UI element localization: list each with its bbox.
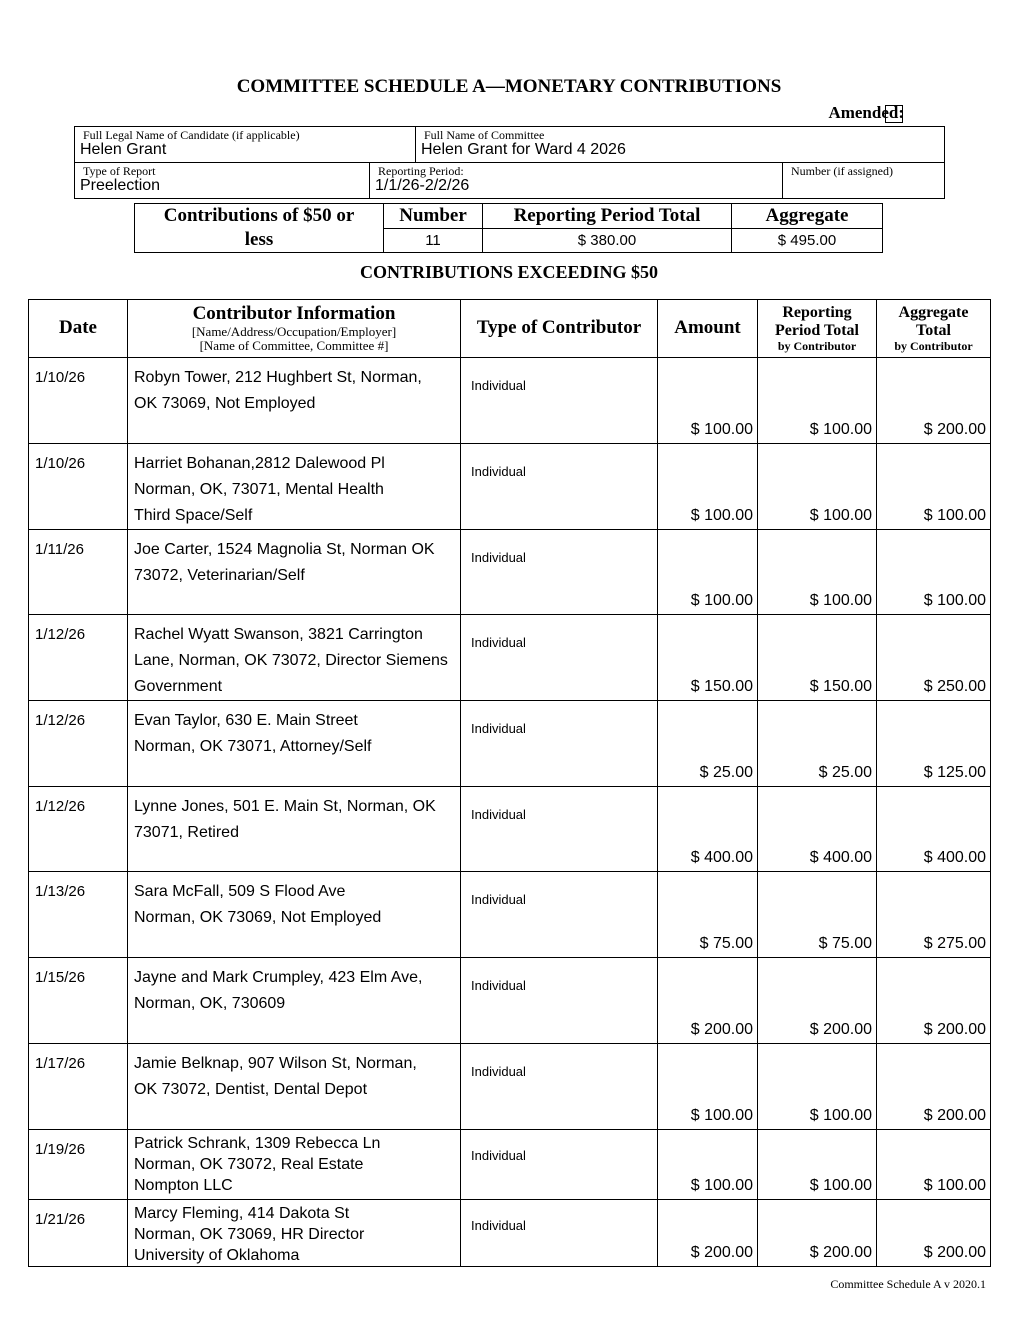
amended-label: Amended: <box>828 103 904 122</box>
contributor-line: OK 73069, Not Employed <box>134 395 316 412</box>
row-amount[interactable]: $ 150.00 <box>658 615 758 701</box>
contributor-line: Government <box>134 678 223 695</box>
report-type-value[interactable]: Preelection <box>80 177 161 194</box>
row-period-total[interactable]: $ 100.00 <box>758 1044 877 1130</box>
row-amount[interactable]: $ 100.00 <box>658 358 758 444</box>
header-period-total <box>758 300 877 358</box>
contributor-line: Norman, OK 73071, Attorney/Self <box>134 738 372 755</box>
row-date[interactable]: 1/11/26 <box>29 530 128 615</box>
h-rpt2: Period Total <box>774 321 859 339</box>
row-date[interactable]: 1/10/26 <box>29 358 128 444</box>
row-contributor[interactable] <box>128 358 461 444</box>
summary-rpt-header: Reporting Period Total <box>483 204 732 229</box>
row-aggregate[interactable]: $ 200.00 <box>877 1044 991 1130</box>
committee-label: Full Name of Committee <box>424 128 545 142</box>
contributor-line: Lane, Norman, OK 73072, Director Siemens <box>134 652 448 669</box>
row-amount[interactable]: $ 100.00 <box>658 530 758 615</box>
row-period-total[interactable]: $ 200.00 <box>758 958 877 1044</box>
contributor-line: Sara McFall, 509 S Flood Ave <box>134 883 346 900</box>
row-contributor[interactable] <box>128 1044 461 1130</box>
row-aggregate[interactable]: $ 250.00 <box>877 615 991 701</box>
contributor-line: Third Space/Self <box>134 507 253 524</box>
row-type[interactable]: Individual <box>461 1044 658 1130</box>
table-row <box>29 872 991 958</box>
table-row <box>29 444 991 530</box>
row-period-total[interactable]: $ 100.00 <box>758 444 877 530</box>
header-type: Type of Contributor <box>461 300 658 358</box>
contributor-line: Norman, OK 73069, Not Employed <box>134 909 382 926</box>
row-type[interactable]: Individual <box>461 787 658 872</box>
number-field[interactable] <box>782 162 945 199</box>
row-contributor[interactable] <box>128 444 461 530</box>
small-contributions-summary <box>134 203 883 253</box>
report-type-label: Type of Report <box>83 164 156 178</box>
row-period-total[interactable]: $ 100.00 <box>758 1130 877 1200</box>
section-title: CONTRIBUTIONS EXCEEDING $50 <box>359 262 659 282</box>
contributor-line: Norman, OK 73069, HR Director <box>134 1226 365 1243</box>
row-period-total[interactable]: $ 200.00 <box>758 1200 877 1267</box>
h-rpt1: Reporting <box>782 304 852 322</box>
contributor-line: Lynne Jones, 501 E. Main St, Norman, OK <box>134 798 436 815</box>
contributor-line: Norman, OK, 730609 <box>134 995 286 1012</box>
table-row <box>29 530 991 615</box>
row-amount[interactable]: $ 400.00 <box>658 787 758 872</box>
row-type[interactable]: Individual <box>461 872 658 958</box>
row-type[interactable]: Individual <box>461 444 658 530</box>
row-type[interactable]: Individual <box>461 358 658 444</box>
contributor-line: 73071, Retired <box>134 824 239 841</box>
contributor-line: Patrick Schrank, 1309 Rebecca Ln <box>134 1135 381 1152</box>
candidate-label: Full Legal Name of Candidate (if applicable) <box>83 128 300 142</box>
contributor-line: 73072, Veterinarian/Self <box>134 567 305 584</box>
contributor-line: Jayne and Mark Crumpley, 423 Elm Ave, <box>134 969 423 986</box>
row-date[interactable]: 1/13/26 <box>29 872 128 958</box>
page-title: COMMITTEE SCHEDULE A—MONETARY CONTRIBUTIONS <box>236 76 782 97</box>
h-agg2: Total <box>916 321 951 339</box>
row-amount[interactable]: $ 75.00 <box>658 872 758 958</box>
table-row <box>29 1200 991 1267</box>
row-contributor[interactable] <box>128 530 461 615</box>
row-date[interactable]: 1/17/26 <box>29 1044 128 1130</box>
row-period-total[interactable]: $ 25.00 <box>758 701 877 787</box>
row-type[interactable]: Individual <box>461 530 658 615</box>
row-contributor[interactable] <box>128 615 461 701</box>
row-period-total[interactable]: $ 400.00 <box>758 787 877 872</box>
row-aggregate[interactable]: $ 100.00 <box>877 530 991 615</box>
row-amount[interactable]: $ 200.00 <box>658 958 758 1044</box>
table-row <box>29 787 991 872</box>
summary-number-header: Number <box>384 204 483 229</box>
summary-agg-header: Aggregate <box>732 204 883 229</box>
contributor-line: Rachel Wyatt Swanson, 3821 Carrington <box>134 626 423 643</box>
row-type[interactable]: Individual <box>461 1130 658 1200</box>
table-row <box>29 1130 991 1200</box>
row-contributor[interactable] <box>128 1200 461 1267</box>
row-type[interactable]: Individual <box>461 615 658 701</box>
table-row <box>29 358 991 444</box>
summary-label-1: Contributions of $50 or <box>163 205 355 226</box>
header-info-title: Contributor Information <box>192 302 396 324</box>
contributor-line: Joe Carter, 1524 Magnolia St, Norman OK <box>134 541 435 558</box>
table-row <box>29 958 991 1044</box>
number-label: Number (if assigned) <box>791 164 893 178</box>
candidate-field <box>74 126 416 163</box>
contributor-line: University of Oklahoma <box>134 1247 300 1264</box>
header-info <box>128 300 461 358</box>
contributor-line: Jamie Belknap, 907 Wilson St, Norman, <box>134 1055 417 1072</box>
row-contributor[interactable] <box>128 787 461 872</box>
summary-agg[interactable]: $ 495.00 <box>732 228 883 253</box>
summary-rpt[interactable]: $ 380.00 <box>483 228 732 253</box>
row-period-total[interactable]: $ 100.00 <box>758 530 877 615</box>
table-row <box>29 1044 991 1130</box>
row-date[interactable]: 1/21/26 <box>29 1200 128 1267</box>
table-row <box>29 615 991 701</box>
row-date[interactable]: 1/10/26 <box>29 444 128 530</box>
h-rpt3: by Contributor <box>777 338 857 353</box>
committee-field <box>415 126 945 163</box>
row-amount[interactable]: $ 100.00 <box>658 1044 758 1130</box>
report-type-field <box>74 162 370 199</box>
row-date[interactable]: 1/19/26 <box>29 1130 128 1200</box>
contributor-line: Harriet Bohanan,2812 Dalewood Pl <box>134 455 385 472</box>
row-aggregate[interactable]: $ 400.00 <box>877 787 991 872</box>
header-amount: Amount <box>658 300 758 358</box>
header-aggregate <box>877 300 991 358</box>
header-info-sub2: [Name of Committee, Committee #] <box>199 337 389 353</box>
h-agg1: Aggregate <box>898 304 969 322</box>
amended-checkbox[interactable] <box>885 105 903 123</box>
summary-label-2: less <box>244 229 274 250</box>
row-amount[interactable]: $ 200.00 <box>658 1200 758 1267</box>
row-aggregate[interactable]: $ 100.00 <box>877 444 991 530</box>
row-aggregate[interactable]: $ 125.00 <box>877 701 991 787</box>
row-date[interactable]: 1/15/26 <box>29 958 128 1044</box>
row-period-total[interactable]: $ 75.00 <box>758 872 877 958</box>
committee-value[interactable]: Helen Grant for Ward 4 2026 <box>421 141 626 158</box>
candidate-value[interactable]: Helen Grant <box>80 141 167 158</box>
row-type[interactable]: Individual <box>461 958 658 1044</box>
period-label: Reporting Period: <box>378 164 464 178</box>
row-period-total[interactable]: $ 100.00 <box>758 358 877 444</box>
contributor-line: OK 73072, Dentist, Dental Depot <box>134 1081 368 1098</box>
row-contributor[interactable] <box>128 1130 461 1200</box>
row-date[interactable]: 1/12/26 <box>29 615 128 701</box>
summary-number[interactable]: 11 <box>384 228 483 253</box>
contributor-line: Marcy Fleming, 414 Dakota St <box>134 1205 350 1222</box>
row-aggregate[interactable]: $ 200.00 <box>877 358 991 444</box>
row-type[interactable]: Individual <box>461 701 658 787</box>
row-contributor[interactable] <box>128 701 461 787</box>
row-date[interactable]: 1/12/26 <box>29 787 128 872</box>
row-type[interactable]: Individual <box>461 1200 658 1267</box>
row-amount[interactable]: $ 25.00 <box>658 701 758 787</box>
row-aggregate[interactable]: $ 200.00 <box>877 958 991 1044</box>
contributor-line: Norman, OK, 73071, Mental Health <box>134 481 384 498</box>
table-row <box>29 701 991 787</box>
contributor-line: Robyn Tower, 212 Hughbert St, Norman, <box>134 369 422 386</box>
row-period-total[interactable]: $ 150.00 <box>758 615 877 701</box>
period-field <box>369 162 783 199</box>
row-contributor[interactable] <box>128 872 461 958</box>
row-aggregate[interactable]: $ 200.00 <box>877 1200 991 1267</box>
row-aggregate[interactable]: $ 100.00 <box>877 1130 991 1200</box>
row-aggregate[interactable]: $ 275.00 <box>877 872 991 958</box>
row-date[interactable]: 1/12/26 <box>29 701 128 787</box>
period-value[interactable]: 1/1/26-2/2/26 <box>375 177 470 194</box>
contributions-table <box>28 299 991 1267</box>
form-version: Committee Schedule A v 2020.1 <box>830 1277 986 1291</box>
contributor-line: Evan Taylor, 630 E. Main Street <box>134 712 358 729</box>
h-agg3: by Contributor <box>894 338 973 353</box>
contributor-line: Norman, OK 73072, Real Estate <box>134 1156 364 1173</box>
row-contributor[interactable] <box>128 958 461 1044</box>
row-amount[interactable]: $ 100.00 <box>658 444 758 530</box>
header-info-sub1: [Name/Address/Occupation/Employer] <box>191 323 397 339</box>
header-date: Date <box>29 300 128 358</box>
contributor-line: Nompton LLC <box>134 1177 233 1194</box>
row-amount[interactable]: $ 100.00 <box>658 1130 758 1200</box>
